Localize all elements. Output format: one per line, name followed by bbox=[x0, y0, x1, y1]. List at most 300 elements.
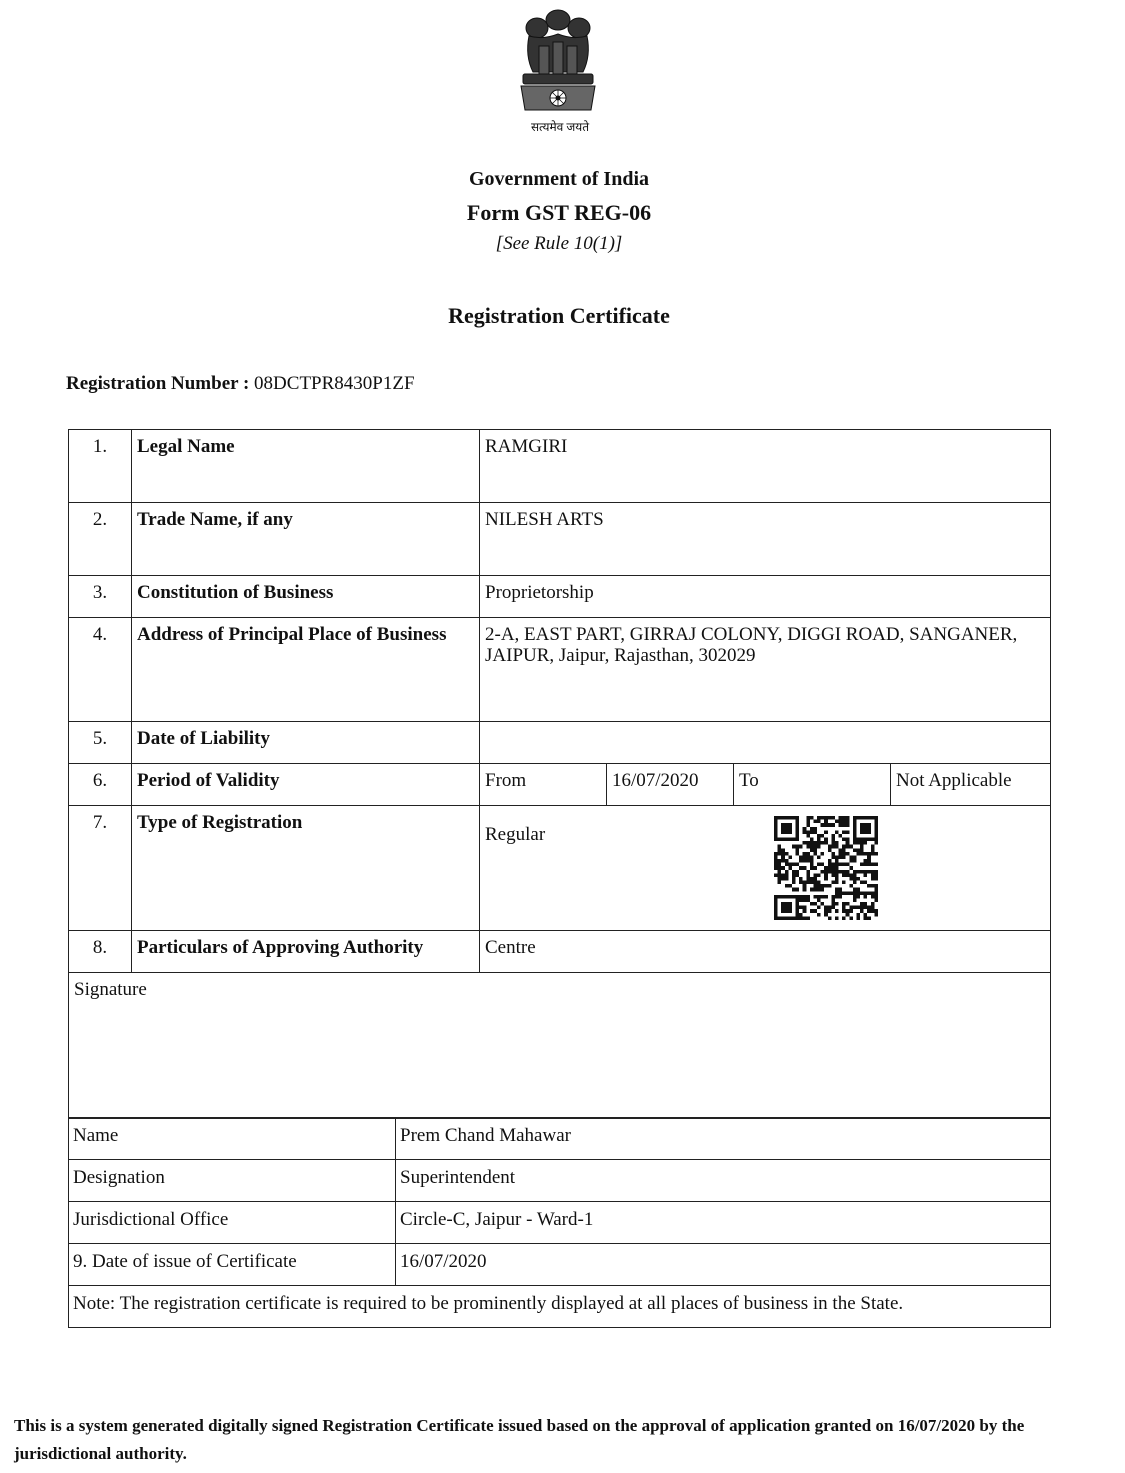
qr-module bbox=[842, 838, 846, 842]
constitution-value: Proprietorship bbox=[480, 576, 1051, 618]
qr-module bbox=[774, 866, 778, 870]
qr-module bbox=[778, 859, 782, 863]
qr-module bbox=[810, 902, 814, 906]
qr-module bbox=[817, 881, 821, 885]
qr-module bbox=[871, 848, 875, 852]
qr-module bbox=[785, 870, 789, 874]
qr-module bbox=[778, 873, 782, 877]
qr-module bbox=[856, 891, 860, 895]
legal-name-value: RAMGIRI bbox=[480, 430, 1051, 503]
qr-module bbox=[799, 845, 803, 849]
qr-module bbox=[817, 888, 821, 892]
table-row bbox=[69, 1286, 1051, 1328]
table-row bbox=[69, 722, 1051, 764]
qr-module bbox=[817, 898, 821, 902]
qr-module bbox=[810, 859, 814, 863]
qr-module bbox=[874, 830, 878, 834]
qr-module bbox=[867, 827, 871, 831]
qr-module bbox=[792, 888, 796, 892]
qr-module bbox=[839, 820, 843, 824]
display-note: Note: The registration certificate is required to be prominently displayed at all places of business in the State. bbox=[69, 1286, 1051, 1328]
qr-module bbox=[792, 895, 796, 899]
qr-module bbox=[867, 838, 871, 842]
qr-module bbox=[806, 881, 810, 885]
qr-module bbox=[871, 884, 875, 888]
qr-module bbox=[871, 816, 875, 820]
qr-module bbox=[806, 898, 810, 902]
qr-module bbox=[788, 909, 792, 913]
row-label: Legal Name bbox=[132, 430, 480, 503]
qr-module bbox=[860, 863, 864, 867]
qr-module bbox=[796, 816, 800, 820]
qr-module bbox=[781, 877, 785, 881]
qr-module bbox=[846, 838, 850, 842]
government-title: Government of India bbox=[469, 168, 649, 190]
qr-module bbox=[785, 906, 789, 910]
qr-module bbox=[781, 855, 785, 859]
qr-module bbox=[849, 877, 853, 881]
qr-module bbox=[867, 852, 871, 856]
qr-module bbox=[828, 863, 832, 867]
table-row bbox=[69, 1244, 1051, 1286]
qr-module bbox=[853, 855, 857, 859]
qr-module bbox=[846, 823, 850, 827]
qr-module bbox=[860, 848, 864, 852]
qr-module bbox=[835, 909, 839, 913]
qr-module bbox=[874, 841, 878, 845]
qr-code-icon bbox=[774, 816, 878, 920]
row-label: Date of Liability bbox=[132, 722, 480, 764]
qr-module bbox=[856, 916, 860, 920]
qr-module bbox=[785, 884, 789, 888]
qr-module bbox=[796, 852, 800, 856]
qr-module bbox=[856, 877, 860, 881]
qr-module bbox=[821, 888, 825, 892]
qr-module bbox=[806, 895, 810, 899]
qr-module bbox=[792, 916, 796, 920]
qr-module bbox=[785, 859, 789, 863]
qr-module bbox=[781, 827, 785, 831]
qr-module bbox=[831, 906, 835, 910]
qr-module bbox=[803, 916, 807, 920]
qr-module bbox=[799, 877, 803, 881]
qr-module bbox=[781, 859, 785, 863]
qr-module bbox=[788, 816, 792, 820]
qr-module bbox=[842, 881, 846, 885]
qr-module bbox=[842, 823, 846, 827]
qr-module bbox=[849, 859, 853, 863]
qr-module bbox=[864, 906, 868, 910]
qr-module bbox=[781, 909, 785, 913]
qr-module bbox=[842, 848, 846, 852]
qr-module bbox=[856, 913, 860, 917]
qr-module bbox=[839, 895, 843, 899]
qr-module bbox=[842, 873, 846, 877]
qr-module bbox=[842, 845, 846, 849]
qr-module bbox=[835, 870, 839, 874]
qr-module bbox=[860, 852, 864, 856]
qr-module bbox=[867, 909, 871, 913]
qr-module bbox=[824, 913, 828, 917]
qr-module bbox=[799, 906, 803, 910]
qr-module bbox=[874, 913, 878, 917]
qr-module bbox=[788, 827, 792, 831]
row-number: 1. bbox=[69, 430, 132, 503]
qr-module bbox=[803, 881, 807, 885]
qr-module bbox=[821, 834, 825, 838]
qr-module bbox=[806, 859, 810, 863]
issue-date-label: 9. Date of issue of Certificate bbox=[69, 1244, 396, 1286]
qr-module bbox=[842, 863, 846, 867]
qr-module bbox=[853, 827, 857, 831]
qr-module bbox=[821, 902, 825, 906]
qr-module bbox=[774, 902, 778, 906]
qr-module bbox=[860, 845, 864, 849]
qr-module bbox=[871, 838, 875, 842]
table-row bbox=[69, 1202, 1051, 1244]
qr-module bbox=[867, 859, 871, 863]
qr-module bbox=[817, 841, 821, 845]
qr-module bbox=[785, 852, 789, 856]
qr-module bbox=[796, 845, 800, 849]
qr-module bbox=[874, 838, 878, 842]
qr-module bbox=[774, 916, 778, 920]
qr-module bbox=[821, 870, 825, 874]
qr-module bbox=[821, 852, 825, 856]
qr-module bbox=[860, 902, 864, 906]
qr-module bbox=[831, 834, 835, 838]
qr-module bbox=[831, 855, 835, 859]
validity-from-value: 16/07/2020 bbox=[607, 764, 734, 806]
table-row bbox=[69, 1118, 1051, 1160]
qr-module bbox=[774, 823, 778, 827]
qr-module bbox=[871, 845, 875, 849]
row-number: 8. bbox=[69, 931, 132, 973]
qr-module bbox=[796, 820, 800, 824]
qr-module bbox=[856, 906, 860, 910]
qr-module bbox=[810, 830, 814, 834]
qr-module bbox=[846, 891, 850, 895]
qr-module bbox=[813, 909, 817, 913]
qr-module bbox=[874, 909, 878, 913]
qr-module bbox=[874, 852, 878, 856]
qr-module bbox=[778, 816, 782, 820]
qr-module bbox=[785, 916, 789, 920]
qr-module bbox=[792, 838, 796, 842]
qr-module bbox=[774, 859, 778, 863]
qr-module bbox=[828, 870, 832, 874]
qr-module bbox=[849, 866, 853, 870]
qr-module bbox=[792, 881, 796, 885]
qr-module bbox=[839, 855, 843, 859]
qr-module bbox=[810, 866, 814, 870]
qr-module bbox=[824, 873, 828, 877]
qr-module bbox=[864, 838, 868, 842]
qr-module bbox=[803, 855, 807, 859]
qr-module bbox=[853, 820, 857, 824]
qr-module bbox=[796, 827, 800, 831]
qr-module bbox=[828, 859, 832, 863]
qr-module bbox=[849, 906, 853, 910]
qr-module bbox=[774, 827, 778, 831]
qr-module bbox=[781, 823, 785, 827]
qr-module bbox=[849, 855, 853, 859]
qr-module bbox=[860, 881, 864, 885]
qr-module bbox=[796, 873, 800, 877]
qr-module bbox=[799, 866, 803, 870]
qr-module bbox=[860, 823, 864, 827]
qr-module bbox=[867, 816, 871, 820]
liability-date-value bbox=[480, 722, 1051, 764]
qr-module bbox=[874, 863, 878, 867]
qr-module bbox=[856, 841, 860, 845]
qr-module bbox=[806, 816, 810, 820]
qr-module bbox=[813, 827, 817, 831]
qr-module bbox=[796, 863, 800, 867]
qr-module bbox=[803, 827, 807, 831]
qr-module bbox=[813, 848, 817, 852]
qr-module bbox=[792, 873, 796, 877]
qr-module bbox=[824, 877, 828, 881]
qr-module bbox=[849, 884, 853, 888]
qr-module bbox=[799, 898, 803, 902]
qr-module bbox=[846, 816, 850, 820]
qr-module bbox=[835, 866, 839, 870]
qr-module bbox=[817, 816, 821, 820]
qr-module bbox=[810, 877, 814, 881]
qr-module bbox=[860, 830, 864, 834]
qr-module bbox=[871, 870, 875, 874]
qr-module bbox=[824, 841, 828, 845]
table-row bbox=[69, 618, 1051, 722]
qr-module bbox=[831, 870, 835, 874]
qr-module bbox=[853, 841, 857, 845]
qr-module bbox=[835, 873, 839, 877]
qr-module bbox=[835, 820, 839, 824]
qr-module bbox=[849, 916, 853, 920]
qr-module bbox=[846, 830, 850, 834]
name-label: Name bbox=[69, 1118, 396, 1160]
qr-module bbox=[781, 873, 785, 877]
qr-module bbox=[803, 909, 807, 913]
qr-module bbox=[864, 881, 868, 885]
qr-module bbox=[813, 888, 817, 892]
qr-module bbox=[785, 909, 789, 913]
qr-module bbox=[853, 834, 857, 838]
qr-module bbox=[803, 859, 807, 863]
qr-module bbox=[806, 834, 810, 838]
qr-module bbox=[871, 863, 875, 867]
qr-module bbox=[806, 845, 810, 849]
qr-module bbox=[774, 873, 778, 877]
certificate-title: Registration Certificate bbox=[448, 303, 670, 328]
qr-module bbox=[831, 823, 835, 827]
qr-module bbox=[813, 881, 817, 885]
qr-module bbox=[781, 902, 785, 906]
qr-module bbox=[817, 820, 821, 824]
qr-module bbox=[853, 888, 857, 892]
registration-number-line bbox=[66, 373, 415, 395]
rule-reference: [See Rule 10(1)] bbox=[495, 233, 623, 254]
qr-module bbox=[817, 873, 821, 877]
qr-module bbox=[796, 913, 800, 917]
qr-module bbox=[831, 902, 835, 906]
qr-module bbox=[806, 873, 810, 877]
qr-module bbox=[781, 895, 785, 899]
qr-module bbox=[813, 902, 817, 906]
registration-number: 08DCTPR8430P1ZF bbox=[254, 373, 415, 394]
qr-module bbox=[821, 863, 825, 867]
qr-module bbox=[835, 888, 839, 892]
qr-module bbox=[853, 895, 857, 899]
qr-module bbox=[788, 884, 792, 888]
qr-module bbox=[842, 830, 846, 834]
qr-module bbox=[813, 852, 817, 856]
qr-module bbox=[860, 827, 864, 831]
qr-module bbox=[835, 859, 839, 863]
qr-module bbox=[774, 895, 778, 899]
qr-module bbox=[821, 841, 825, 845]
qr-module bbox=[871, 877, 875, 881]
qr-module bbox=[846, 845, 850, 849]
qr-module bbox=[867, 906, 871, 910]
qr-module bbox=[846, 841, 850, 845]
qr-module bbox=[839, 816, 843, 820]
qr-module bbox=[874, 877, 878, 881]
qr-module bbox=[774, 898, 778, 902]
qr-module bbox=[853, 906, 857, 910]
qr-module bbox=[856, 852, 860, 856]
qr-module bbox=[785, 823, 789, 827]
qr-module bbox=[806, 820, 810, 824]
qr-module bbox=[796, 848, 800, 852]
qr-module bbox=[846, 909, 850, 913]
qr-module bbox=[792, 863, 796, 867]
designation-label: Designation bbox=[69, 1160, 396, 1202]
qr-module bbox=[835, 877, 839, 881]
qr-module bbox=[810, 855, 814, 859]
qr-module bbox=[796, 898, 800, 902]
approving-authority-value: Centre bbox=[480, 931, 1051, 973]
qr-module bbox=[817, 834, 821, 838]
qr-module bbox=[860, 816, 864, 820]
qr-module bbox=[849, 891, 853, 895]
qr-module bbox=[867, 823, 871, 827]
qr-module bbox=[813, 895, 817, 899]
qr-module bbox=[806, 870, 810, 874]
qr-module bbox=[828, 906, 832, 910]
footer-disclaimer: This is a system generated digitally signed Registration Certificate issued based on the approval of application granted on 16/07/2020 by the jurisdictional authority. bbox=[14, 1416, 1025, 1463]
qr-module bbox=[831, 873, 835, 877]
qr-module bbox=[842, 906, 846, 910]
row-label: Address of Principal Place of Business bbox=[132, 618, 480, 722]
qr-module bbox=[867, 863, 871, 867]
qr-module bbox=[817, 895, 821, 899]
qr-module bbox=[799, 913, 803, 917]
row-label: Constitution of Business bbox=[132, 576, 480, 618]
qr-module bbox=[871, 909, 875, 913]
qr-module bbox=[849, 873, 853, 877]
qr-module bbox=[864, 913, 868, 917]
qr-module bbox=[792, 870, 796, 874]
qr-module bbox=[824, 816, 828, 820]
qr-module bbox=[810, 881, 814, 885]
qr-module bbox=[824, 895, 828, 899]
qr-module bbox=[828, 916, 832, 920]
qr-module bbox=[788, 855, 792, 859]
row-number: 6. bbox=[69, 764, 132, 806]
national-emblem-icon bbox=[515, 6, 601, 118]
qr-module bbox=[813, 873, 817, 877]
qr-module bbox=[810, 816, 814, 820]
qr-module bbox=[774, 834, 778, 838]
qr-module bbox=[849, 909, 853, 913]
qr-module bbox=[864, 859, 868, 863]
certificate-details-table bbox=[68, 429, 1051, 1119]
qr-module bbox=[871, 906, 875, 910]
qr-module bbox=[831, 816, 835, 820]
qr-module bbox=[853, 838, 857, 842]
qr-module bbox=[871, 891, 875, 895]
qr-module bbox=[785, 877, 789, 881]
qr-module bbox=[774, 913, 778, 917]
qr-module bbox=[853, 873, 857, 877]
qr-module bbox=[835, 830, 839, 834]
qr-module bbox=[871, 852, 875, 856]
qr-module bbox=[842, 870, 846, 874]
qr-module bbox=[774, 855, 778, 859]
qr-module bbox=[856, 838, 860, 842]
qr-module bbox=[781, 852, 785, 856]
issue-date-value: 16/07/2020 bbox=[396, 1244, 1051, 1286]
qr-module bbox=[856, 888, 860, 892]
qr-module bbox=[803, 895, 807, 899]
qr-module bbox=[796, 834, 800, 838]
qr-module bbox=[821, 895, 825, 899]
name-value: Prem Chand Mahawar bbox=[396, 1118, 1051, 1160]
table-row bbox=[69, 973, 1051, 1119]
qr-module bbox=[842, 909, 846, 913]
qr-module bbox=[785, 895, 789, 899]
qr-module bbox=[781, 906, 785, 910]
qr-module bbox=[874, 898, 878, 902]
qr-module bbox=[803, 866, 807, 870]
qr-module bbox=[874, 827, 878, 831]
qr-module bbox=[867, 870, 871, 874]
qr-module bbox=[835, 891, 839, 895]
validity-to-value: Not Applicable bbox=[891, 764, 1051, 806]
row-number: 5. bbox=[69, 722, 132, 764]
qr-module bbox=[839, 823, 843, 827]
qr-module bbox=[853, 848, 857, 852]
qr-module bbox=[839, 863, 843, 867]
table-row bbox=[69, 764, 1051, 806]
qr-module bbox=[778, 916, 782, 920]
row-label: Type of Registration bbox=[132, 806, 480, 931]
qr-module bbox=[853, 859, 857, 863]
qr-module bbox=[835, 845, 839, 849]
qr-module bbox=[824, 884, 828, 888]
qr-module bbox=[874, 895, 878, 899]
qr-module bbox=[824, 909, 828, 913]
qr-module bbox=[853, 870, 857, 874]
qr-module bbox=[785, 830, 789, 834]
qr-module bbox=[806, 877, 810, 881]
qr-module bbox=[813, 845, 817, 849]
row-label: Period of Validity bbox=[132, 764, 480, 806]
qr-module bbox=[842, 855, 846, 859]
office-label: Jurisdictional Office bbox=[69, 1202, 396, 1244]
